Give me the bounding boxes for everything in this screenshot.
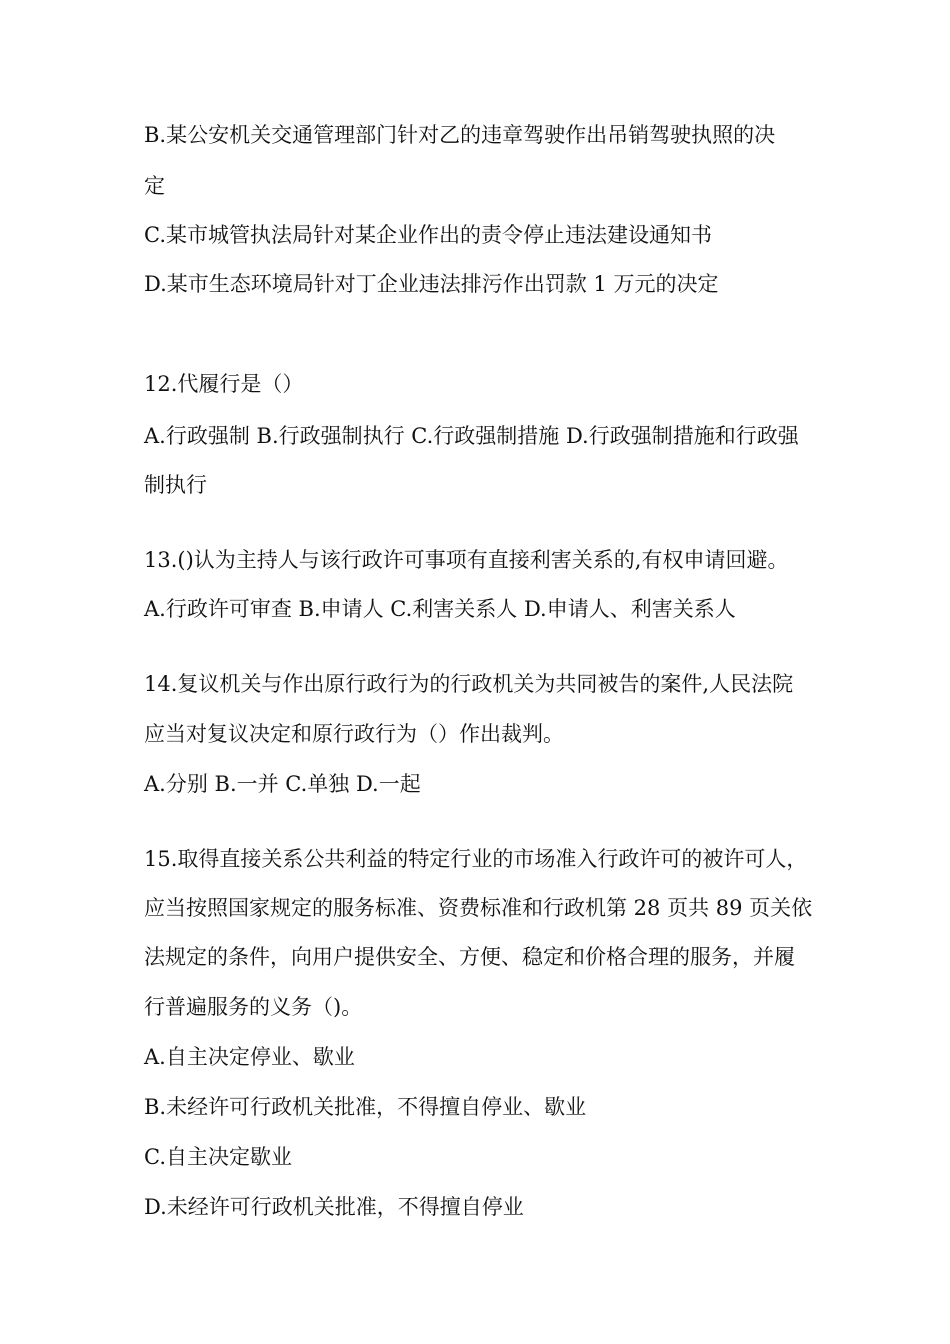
- q14-stem-line2: 应当对复议决定和原行政行为（）作出裁判。: [144, 722, 564, 746]
- q15-option-d: D.未经许可行政机关批准，不得擅自停业: [144, 1195, 524, 1219]
- q15-option-c: C.自主决定歇业: [144, 1145, 292, 1169]
- q11-option-c: C.某市城管执法局针对某企业作出的责令停止违法建设通知书: [144, 223, 712, 247]
- q13-stem: 13.()认为主持人与该行政许可事项有直接利害关系的,有权申请回避。: [144, 548, 789, 572]
- q15-stem-line1: 15.取得直接关系公共利益的特定行业的市场准入行政许可的被许可人，: [144, 847, 808, 871]
- q11-option-b-line2: 定: [144, 174, 165, 198]
- q12-options-line1: A.行政强制 B.行政强制执行 C.行政强制措施 D.行政强制措施和行政强: [144, 424, 799, 448]
- q12-stem: 12.代履行是（）: [144, 372, 304, 396]
- q14-stem-line1: 14.复议机关与作出原行政行为的行政机关为共同被告的案件,人民法院: [144, 672, 794, 696]
- q13-options: A.行政许可审查 B.申请人 C.利害关系人 D.申请人、利害关系人: [144, 597, 736, 621]
- q12-options-line2: 制执行: [144, 473, 207, 497]
- q15-stem-line4: 行普遍服务的义务（)。: [144, 995, 363, 1019]
- q11-option-d: D.某市生态环境局针对丁企业违法排污作出罚款 1 万元的决定: [144, 272, 719, 296]
- q11-option-b-line1: B.某公安机关交通管理部门针对乙的违章驾驶作出吊销驾驶执照的决: [144, 123, 776, 147]
- q15-option-a: A.自主决定停业、歇业: [144, 1045, 355, 1069]
- q14-options: A.分别 B.一并 C.单独 D.一起: [144, 772, 421, 796]
- q15-stem-line2: 应当按照国家规定的服务标准、资费标准和行政机第 28 页共 89 页关依: [144, 896, 813, 920]
- q15-stem-line3: 法规定的条件，向用户提供安全、方便、稳定和价格合理的服务，并履: [144, 945, 795, 969]
- q15-option-b: B.未经许可行政机关批准，不得擅自停业、歇业: [144, 1095, 587, 1119]
